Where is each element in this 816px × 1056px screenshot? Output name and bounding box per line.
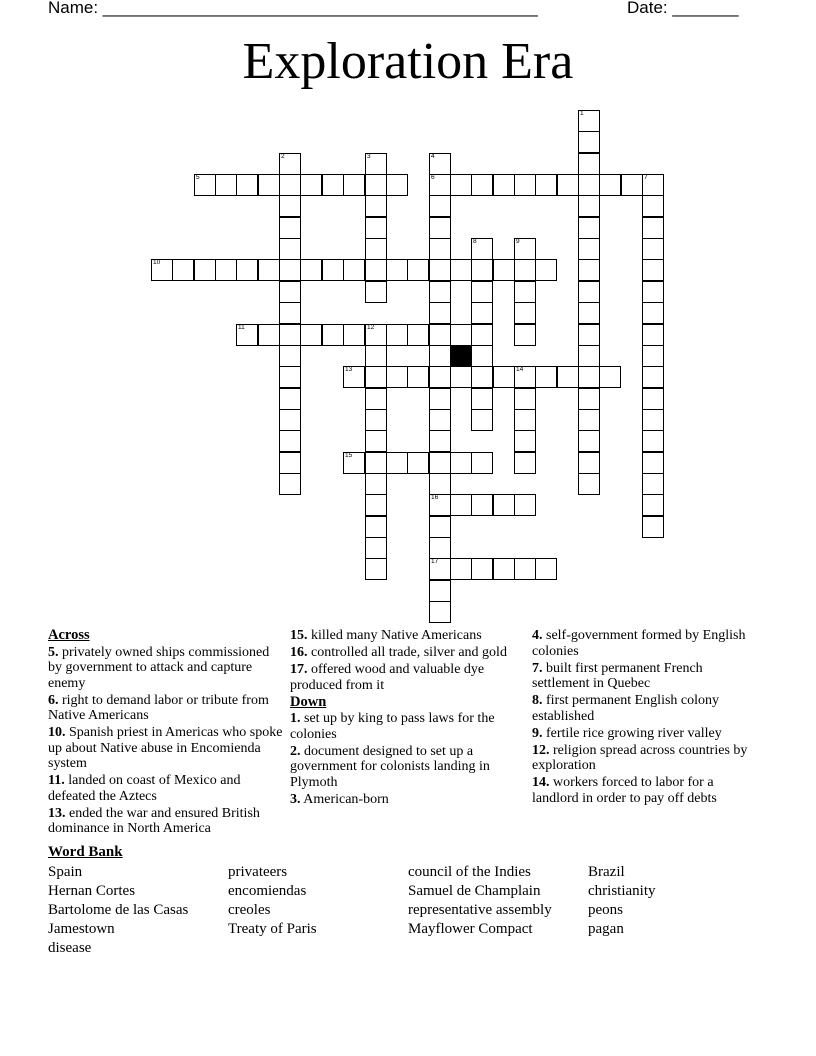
clue-text: privately owned ships commissioned by government to attack and capture enemy [48, 644, 270, 691]
crossword-cell[interactable] [365, 558, 387, 580]
crossword-cell[interactable] [621, 174, 643, 196]
across-clue-list-continued [290, 628, 520, 693]
crossword-cell[interactable] [642, 409, 664, 431]
clue [290, 645, 520, 661]
word-bank-term: disease [48, 940, 92, 956]
crossword-cell[interactable] [279, 409, 301, 431]
crossword-cell[interactable] [365, 473, 387, 495]
crossword-cell[interactable] [578, 345, 600, 367]
clue-text: document designed to set up a government for colonists landing in Plymoth [290, 743, 490, 790]
crossword-cell[interactable] [258, 174, 280, 196]
crossword-cell[interactable] [236, 324, 258, 346]
crossword-cell[interactable] [151, 259, 173, 281]
crossword-cell[interactable] [471, 366, 493, 388]
crossword-cell[interactable] [172, 259, 194, 281]
crossword-cell[interactable] [493, 558, 515, 580]
crossword-cell[interactable] [578, 110, 600, 132]
crossword-cell[interactable] [578, 174, 600, 196]
crossword-cell[interactable] [578, 217, 600, 239]
crossword-cell[interactable] [429, 558, 451, 580]
crossword-cell[interactable] [578, 409, 600, 431]
name-field-label: Name: ______________________________________________ [48, 0, 538, 17]
clue [48, 645, 283, 692]
crossword-cell[interactable] [236, 259, 258, 281]
clue-number: 16 [431, 494, 439, 501]
clue-number-label: 11. [48, 773, 65, 788]
crossword-cell[interactable] [535, 174, 557, 196]
crossword-cell[interactable] [365, 494, 387, 516]
word-bank-term: christianity [588, 883, 656, 899]
clue-number: 7 [644, 174, 648, 181]
clues-column-1 [48, 628, 283, 838]
crossword-cell[interactable] [578, 452, 600, 474]
date-field-label: Date: _______ [627, 0, 739, 17]
across-heading: Across [48, 627, 90, 643]
crossword-cell[interactable] [642, 473, 664, 495]
crossword-cell[interactable] [429, 324, 451, 346]
word-bank-term: privateers [228, 864, 288, 880]
crossword-cell[interactable] [514, 302, 536, 324]
word-bank-term: Hernan Cortes [48, 883, 136, 899]
clue-number-label: 6. [48, 692, 59, 708]
clue [48, 806, 283, 837]
crossword-cell[interactable] [599, 366, 621, 388]
clue-number-label: 17. [290, 662, 308, 677]
clue-number-label: 1. [290, 711, 301, 726]
crossword-cell[interactable] [215, 259, 237, 281]
page-title: Exploration Era [242, 33, 574, 90]
crossword-cell[interactable] [386, 259, 408, 281]
crossword-cell[interactable] [365, 238, 387, 260]
clue-text: first permanent English colony established [532, 693, 720, 724]
clue-number-label: 3. [290, 791, 301, 807]
crossword-cell[interactable] [471, 324, 493, 346]
crossword-cell[interactable] [258, 324, 280, 346]
clue-number-label: 10. [48, 725, 66, 740]
clue-number: 12 [367, 324, 375, 331]
crossword-cell[interactable] [215, 174, 237, 196]
crossword-cell[interactable] [343, 174, 365, 196]
crossword-cell[interactable] [642, 430, 664, 452]
crossword-cell[interactable] [578, 366, 600, 388]
crossword-cell[interactable] [386, 366, 408, 388]
crossword-cell[interactable] [578, 153, 600, 175]
crossword-cell[interactable] [642, 324, 664, 346]
crossword-cell[interactable] [450, 324, 472, 346]
clue-text: Spanish priest in Americas who spoke up about Native abuse in Encomienda system [48, 725, 283, 771]
crossword-cell[interactable] [365, 388, 387, 410]
crossword-cell[interactable] [429, 537, 451, 559]
crossword-cell[interactable] [365, 366, 387, 388]
crossword-cell[interactable] [386, 324, 408, 346]
crossword-cell[interactable] [642, 494, 664, 516]
clue-number-label: 13. [48, 805, 66, 821]
crossword-cell[interactable] [471, 174, 493, 196]
crossword-cell[interactable] [642, 388, 664, 410]
crossword-cell[interactable] [450, 558, 472, 580]
crossword-cell[interactable] [578, 388, 600, 410]
crossword-cell[interactable] [471, 494, 493, 516]
crossword-cell[interactable] [279, 174, 301, 196]
crossword-cell[interactable] [429, 494, 451, 516]
clue-number: 1 [580, 110, 584, 117]
crossword-cell[interactable] [429, 516, 451, 538]
crossword-cell[interactable] [343, 452, 365, 474]
clue-text: killed many Native Americans [307, 628, 482, 643]
crossword-cell[interactable] [429, 174, 451, 196]
crossword-cell[interactable] [535, 558, 557, 580]
clue-number: 6 [431, 174, 435, 181]
crossword-cell[interactable] [471, 238, 493, 260]
clue-text: landed on coast of Mexico and defeated the Aztecs [48, 773, 241, 804]
crossword-cell[interactable] [578, 195, 600, 217]
clue [290, 792, 520, 808]
clue-number: 3 [367, 153, 371, 160]
crossword-cell[interactable] [514, 430, 536, 452]
crossword-cell[interactable] [279, 153, 301, 175]
crossword-cell[interactable] [365, 452, 387, 474]
crossword-cell[interactable] [279, 388, 301, 410]
clue [532, 775, 757, 806]
crossword-cell[interactable] [407, 324, 429, 346]
crossword-cell[interactable] [279, 452, 301, 474]
clue-number: 10 [153, 259, 161, 266]
crossword-cell[interactable] [493, 494, 515, 516]
crossword-cell[interactable] [279, 281, 301, 303]
crossword-cell[interactable] [471, 281, 493, 303]
crossword-cell[interactable] [429, 217, 451, 239]
crossword-cell[interactable] [642, 281, 664, 303]
crossword-cell[interactable] [642, 302, 664, 324]
crossword-cell[interactable] [300, 174, 322, 196]
crossword-cell[interactable] [642, 238, 664, 260]
crossword-cell[interactable] [365, 409, 387, 431]
crossword-cell[interactable] [429, 430, 451, 452]
crossword-cell[interactable] [279, 366, 301, 388]
crossword-cell[interactable] [471, 409, 493, 431]
crossword-cell[interactable] [642, 195, 664, 217]
crossword-cell[interactable] [429, 345, 451, 367]
crossword-cell[interactable] [322, 324, 344, 346]
clue-number-label: 8. [532, 693, 543, 708]
crossword-cell[interactable] [471, 345, 493, 367]
clue-number: 2 [281, 153, 285, 160]
clue [532, 726, 757, 742]
clue [532, 693, 757, 724]
clue-number: 5 [196, 174, 200, 181]
word-bank-term: peons [588, 902, 623, 918]
crossword-cell[interactable] [557, 366, 579, 388]
crossword-cell[interactable] [557, 174, 579, 196]
clue-number: 13 [345, 366, 353, 373]
word-bank-term: council of the Indies [408, 864, 531, 880]
crossword-cell[interactable] [429, 259, 451, 281]
crossword-cell[interactable] [642, 345, 664, 367]
clue-number-label: 4. [532, 628, 543, 643]
clue-number-label: 5. [48, 644, 59, 660]
clue [290, 662, 520, 693]
crossword-cell[interactable] [514, 366, 536, 388]
crossword-cell[interactable] [300, 324, 322, 346]
clue [532, 743, 757, 774]
crossword-cell[interactable] [365, 259, 387, 281]
crossword-cell[interactable] [578, 302, 600, 324]
crossword-cell[interactable] [279, 473, 301, 495]
clue-number-label: 9. [532, 725, 543, 741]
word-bank-term: Treaty of Paris [228, 921, 317, 937]
down-heading: Down [290, 693, 327, 710]
crossword-cell[interactable] [471, 452, 493, 474]
crossword-cell[interactable] [578, 281, 600, 303]
clue [48, 773, 283, 804]
crossword-cell[interactable] [514, 259, 536, 281]
crossword-cell[interactable] [599, 174, 621, 196]
clue-text: set up by king to pass laws for the colonies [290, 711, 495, 742]
crossword-cell[interactable] [407, 259, 429, 281]
crossword-cell[interactable] [300, 259, 322, 281]
crossword-cell[interactable] [279, 259, 301, 281]
crossword-cell[interactable] [343, 366, 365, 388]
clue [290, 628, 520, 644]
word-bank-term: Mayflower Compact [408, 921, 533, 937]
crossword-cell[interactable] [642, 217, 664, 239]
down-clue-list-continued [532, 628, 757, 806]
down-clue-list [290, 711, 520, 807]
clue-number: 14 [516, 366, 524, 373]
crossword-cell[interactable] [365, 345, 387, 367]
crossword-cell[interactable] [578, 473, 600, 495]
crossword-cell[interactable] [471, 259, 493, 281]
word-bank-column-3 [408, 863, 552, 939]
crossword-cell[interactable] [386, 174, 408, 196]
crossword-cell[interactable] [429, 409, 451, 431]
word-bank-column-2 [228, 863, 317, 939]
clue [48, 725, 283, 772]
clue [290, 711, 520, 742]
crossword-cell[interactable] [578, 131, 600, 153]
crossword-cell[interactable] [365, 324, 387, 346]
crossword-cell[interactable] [429, 473, 451, 495]
crossword-cell[interactable] [429, 452, 451, 474]
crossword-cell[interactable] [493, 259, 515, 281]
clue-text: American-born [300, 791, 389, 807]
crossword-cell[interactable] [578, 259, 600, 281]
black-square [450, 345, 472, 367]
crossword-cell[interactable] [343, 259, 365, 281]
word-bank-term: pagan [588, 921, 624, 937]
crossword-cell[interactable] [450, 259, 472, 281]
crossword-cell[interactable] [429, 366, 451, 388]
clue-number: 11 [238, 324, 245, 331]
clue-text: workers forced to labor for a landlord in order to pay off debts [532, 775, 717, 806]
word-bank-term: Brazil [588, 864, 625, 880]
clue-number: 15 [345, 452, 353, 459]
crossword-cell[interactable] [407, 366, 429, 388]
word-bank-term: creoles [228, 902, 271, 918]
clue-number: 8 [473, 238, 477, 245]
clue-text: right to demand labor or tribute from Native Americans [48, 692, 269, 723]
clue [532, 661, 757, 692]
clue-number-label: 2. [290, 743, 301, 759]
word-bank-term: representative assembly [408, 902, 552, 918]
crossword-cell[interactable] [322, 174, 344, 196]
crossword-cell[interactable] [365, 153, 387, 175]
crossword-cell[interactable] [429, 195, 451, 217]
crossword-cell[interactable] [514, 388, 536, 410]
crossword-cell[interactable] [407, 452, 429, 474]
crossword-cell[interactable] [450, 452, 472, 474]
clue-number-label: 12. [532, 742, 550, 758]
crossword-cell[interactable] [514, 558, 536, 580]
crossword-cell[interactable] [471, 388, 493, 410]
crossword-cell[interactable] [642, 452, 664, 474]
clue-number-label: 15. [290, 628, 308, 643]
crossword-cell[interactable] [429, 153, 451, 175]
crossword-cell[interactable] [450, 366, 472, 388]
clue-number-label: 7. [532, 660, 543, 676]
crossword-cell[interactable] [493, 174, 515, 196]
crossword-cell[interactable] [578, 430, 600, 452]
word-bank-column-4 [588, 863, 656, 939]
clue-text: ended the war and ensured British dominance in North America [48, 805, 260, 836]
word-bank-column-1 [48, 863, 188, 958]
word-bank-term: encomiendas [228, 883, 307, 899]
clues-column-3 [532, 628, 757, 808]
crossword-cell[interactable] [365, 281, 387, 303]
crossword-cell[interactable] [514, 281, 536, 303]
crossword-cell[interactable] [514, 452, 536, 474]
crossword-cell[interactable] [450, 494, 472, 516]
word-bank-heading: Word Bank [48, 844, 123, 860]
crossword-cell[interactable] [535, 366, 557, 388]
crossword-cell[interactable] [429, 601, 451, 623]
clue [48, 693, 283, 724]
clue-text: built first permanent French settlement in Quebec [532, 660, 703, 691]
clue-number-label: 14. [532, 775, 550, 790]
crossword-cell[interactable] [279, 430, 301, 452]
clue-text: religion spread across countries by exploration [532, 742, 748, 773]
word-bank-term: Spain [48, 864, 83, 880]
crossword-cell[interactable] [279, 345, 301, 367]
crossword-cell[interactable] [578, 238, 600, 260]
crossword-cell[interactable] [258, 259, 280, 281]
crossword-cell[interactable] [450, 174, 472, 196]
crossword-cell[interactable] [471, 558, 493, 580]
crossword-cell[interactable] [642, 516, 664, 538]
clue-text: offered wood and valuable dye produced from it [290, 662, 485, 693]
crossword-cell[interactable] [514, 409, 536, 431]
crossword-cell[interactable] [514, 238, 536, 260]
clue-number: 4 [431, 153, 435, 160]
crossword-cell[interactable] [514, 174, 536, 196]
clues-column-2 [290, 628, 520, 809]
clue-text: fertile rice growing river valley [542, 725, 722, 741]
crossword-cell[interactable] [429, 238, 451, 260]
crossword-cell[interactable] [365, 174, 387, 196]
crossword-cell[interactable] [578, 324, 600, 346]
crossword-cell[interactable] [493, 366, 515, 388]
word-bank-term: Samuel de Champlain [408, 883, 541, 899]
crossword-cell[interactable] [365, 217, 387, 239]
crossword-cell[interactable] [514, 494, 536, 516]
crossword-cell[interactable] [194, 174, 216, 196]
crossword-cell[interactable] [429, 580, 451, 602]
crossword-cell[interactable] [642, 259, 664, 281]
crossword-cell[interactable] [322, 259, 344, 281]
clue-text: self-government formed by English colonies [532, 628, 746, 659]
crossword-cell[interactable] [429, 281, 451, 303]
crossword-cell[interactable] [365, 430, 387, 452]
clue-text: controlled all trade, silver and gold [307, 645, 507, 660]
crossword-cell[interactable] [471, 302, 493, 324]
crossword-cell[interactable] [279, 217, 301, 239]
clue [290, 744, 520, 791]
crossword-cell[interactable] [514, 324, 536, 346]
crossword-cell[interactable] [365, 537, 387, 559]
clue-number: 9 [516, 238, 520, 245]
crossword-cell[interactable] [343, 324, 365, 346]
clue-number-label: 16. [290, 645, 308, 660]
crossword-cell[interactable] [642, 174, 664, 196]
word-bank-term: Jamestown [48, 921, 115, 937]
crossword-cell[interactable] [365, 516, 387, 538]
crossword-cell[interactable] [279, 302, 301, 324]
crossword-cell[interactable] [429, 302, 451, 324]
clue [532, 628, 757, 659]
crossword-cell[interactable] [365, 195, 387, 217]
crossword-cell[interactable] [642, 366, 664, 388]
crossword-cell[interactable] [386, 452, 408, 474]
clue-number: 17 [431, 558, 439, 565]
word-bank-term: Bartolome de las Casas [48, 902, 189, 918]
crossword-cell[interactable] [429, 388, 451, 410]
across-clue-list [48, 645, 283, 837]
crossword-cell[interactable] [279, 238, 301, 260]
crossword-cell[interactable] [236, 174, 258, 196]
crossword-cell[interactable] [279, 195, 301, 217]
crossword-cell[interactable] [535, 259, 557, 281]
crossword-cell[interactable] [279, 324, 301, 346]
crossword-cell[interactable] [194, 259, 216, 281]
